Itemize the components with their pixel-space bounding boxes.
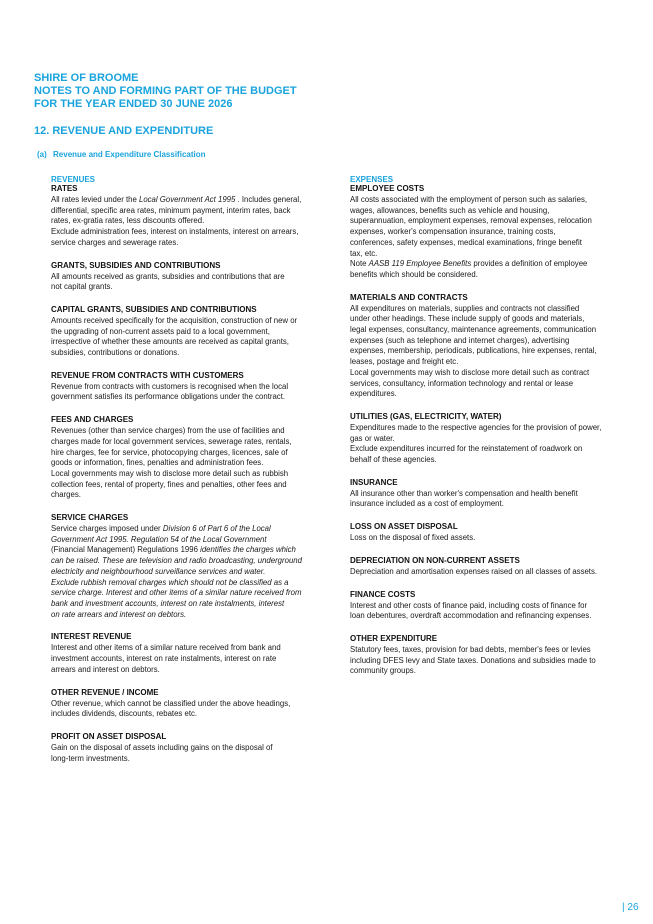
subsection-label: (a) — [37, 150, 47, 159]
block-text-line: Exclude rubbish removal charges which should not be classified as a — [51, 577, 289, 587]
block-title: LOSS ON ASSET DISPOSAL — [350, 522, 458, 532]
block-title: FEES AND CHARGES — [51, 415, 134, 425]
block-title: FINANCE COSTS — [350, 589, 416, 599]
block-title: SERVICE CHARGES — [51, 513, 129, 523]
block-text-line: service charge. Interest and other items of a similar nature received from — [51, 588, 302, 598]
expenses-column — [350, 175, 638, 689]
block-text-line: Revenues (other than service charges) from the use of facilities and — [51, 426, 285, 436]
block-text-line: All insurance other than worker's compensation and health benefit — [350, 488, 578, 498]
block-title: OTHER EXPENDITURE — [350, 633, 438, 643]
block-text-line: expenditures. — [350, 389, 397, 399]
classification-materials-and-contracts — [350, 293, 638, 400]
page-number: | 26 — [622, 902, 639, 913]
block-text-line: can be raised. These are television and radio broadcasting, underground — [51, 556, 302, 566]
block-text-line: arrears and interest on debtors. — [51, 664, 160, 674]
block-text-line: wages, allowances, benefits such as vehicle and housing, — [350, 205, 550, 215]
block-text-line: All costs associated with the employment of person such as salaries, — [350, 195, 588, 204]
revenues-heading: REVENUES — [51, 175, 96, 184]
block-text-line: the upgrading of non-current assets paid to a local government, — [51, 326, 270, 336]
block-text-line: rates, ex-gratia rates, less discounts offered. — [51, 216, 205, 226]
classification-loss-on-asset-disposal — [350, 522, 638, 544]
block-title: REVENUE FROM CONTRACTS WITH CUSTOMERS — [51, 370, 244, 380]
block-text-line: Note AASB 119 Employee Benefits provides a definition of employee — [350, 259, 588, 269]
block-text-line: government satisfies its performance obligations under the contract. — [51, 392, 286, 402]
block-text-line: charges made for local government services, sewerage rates, rentals, — [51, 436, 292, 446]
block-text-line: leases, postage and freight etc. — [350, 357, 459, 367]
classification-employee-costs — [350, 184, 638, 281]
block-text-line: tax, etc. — [350, 248, 378, 258]
expenses-blocks — [350, 184, 638, 677]
block-text-line: All amounts received as grants, subsidies and contributions that are — [51, 271, 285, 281]
block-title: MATERIALS AND CONTRACTS — [350, 292, 468, 302]
revenues-column — [51, 175, 339, 776]
classification-service-charges — [51, 513, 339, 620]
block-text-line: goods or information, fines, penalties and administration fees. — [51, 458, 264, 468]
subsection-title — [37, 150, 206, 159]
header-line-3: FOR THE YEAR ENDED 30 JUNE 2026 — [34, 98, 233, 110]
block-text-line: service charges and sewerage rates. — [51, 237, 179, 247]
classification-grants-subsidies-and-contributions — [51, 261, 339, 293]
block-title: PROFIT ON ASSET DISPOSAL — [51, 731, 167, 741]
block-text-line: All rates levied under the Local Government Act 1995 . Includes general, — [51, 195, 302, 204]
block-text-line: hire charges, fee for service, photocopying charges, licences, sale of — [51, 447, 288, 457]
block-text-line: collection fees, rental of property, fines and penalties, other fees and — [51, 479, 287, 489]
classification-rates — [51, 184, 339, 249]
block-text-line: electricity and neighbourhood surveillance services and water. — [51, 566, 266, 576]
block-text-line: long-term investments. — [51, 753, 130, 763]
block-text-line: (Financial Management) Regulations 1996 identifies the charges which — [51, 545, 296, 555]
block-text-line: under other headings. These include supply of goods and materials, — [350, 314, 585, 324]
block-text-line: insurance included as a cost of employment. — [350, 499, 504, 509]
block-text-line: Interest and other costs of finance paid, including costs of finance for — [350, 600, 588, 610]
block-text-line: Revenue from contracts with customers is recognised when the local — [51, 381, 289, 391]
block-text-line: irrespective of whether these amounts are received as capital grants, — [51, 337, 289, 347]
block-text-line: superannuation, employment expenses, removal expenses, relocation — [350, 216, 592, 226]
block-text-line: expenses (such as telephone and internet charges), advertising — [350, 335, 570, 345]
classification-depreciation-on-non-current-assets — [350, 556, 638, 578]
block-text-line: Interest and other items of a similar nature received from bank and — [51, 643, 281, 653]
block-text-line: behalf of these agencies. — [350, 455, 437, 465]
block-text-line: charges. — [51, 490, 81, 500]
subsection-text: Revenue and Expenditure Classification — [53, 150, 206, 159]
block-text-line: Local governments may wish to disclose more detail such as contract — [350, 367, 590, 377]
block-text-line: services, consultancy, information technology and rental or lease — [350, 378, 574, 388]
block-text-line: includes dividends, discounts, rebates etc. — [51, 709, 198, 719]
block-text-line: benefits which should be considered. — [350, 269, 478, 279]
classification-interest-revenue — [51, 632, 339, 675]
block-text-line: conferences, safety expenses, medical examinations, fringe benefit — [350, 237, 582, 247]
classification-fees-and-charges — [51, 415, 339, 501]
document-header — [34, 72, 297, 111]
block-text-line: Statutory fees, taxes, provision for bad debts, member's fees or levies — [350, 644, 591, 654]
block-title: DEPRECIATION ON NON-CURRENT ASSETS — [350, 555, 520, 565]
block-text-line: Gain on the disposal of assets including gains on the disposal of — [51, 742, 273, 752]
block-title: INTEREST REVENUE — [51, 632, 132, 642]
classification-other-expenditure — [350, 634, 638, 677]
block-text-line: expenses, membership, periodicals, publications, hire expenses, rental, — [350, 346, 597, 356]
header-line-1: SHIRE OF BROOME — [34, 72, 139, 84]
block-text-line: community groups. — [350, 666, 416, 676]
block-title: EMPLOYEE COSTS — [350, 184, 425, 193]
block-text-line: Local governments may wish to disclose more detail such as rubbish — [51, 468, 289, 478]
block-text-line: Expenditures made to the respective agencies for the provision of power, — [350, 422, 602, 432]
block-title: CAPITAL GRANTS, SUBSIDIES AND CONTRIBUTIONS — [51, 304, 257, 314]
block-text-line: subsidies, contributions or donations. — [51, 348, 180, 358]
revenues-blocks — [51, 184, 339, 764]
classification-capital-grants-subsidies-and-contributions — [51, 305, 339, 359]
block-text-line: gas or water. — [350, 433, 395, 443]
block-text-line: Exclude administration fees, interest on instalments, interest on arrears, — [51, 227, 299, 237]
block-text-line: Amounts received specifically for the acquisition, construction of new or — [51, 315, 298, 325]
block-text-line: differential, specific area rates, minimum payment, interim rates, back — [51, 205, 291, 215]
classification-insurance — [350, 478, 638, 510]
classification-revenue-from-contracts-with-customers — [51, 371, 339, 403]
classification-finance-costs — [350, 590, 638, 622]
classification-profit-on-asset-disposal — [51, 732, 339, 764]
header-line-2: NOTES TO AND FORMING PART OF THE BUDGET — [34, 85, 297, 97]
block-text-line: Depreciation and amortisation expenses raised on all classes of assets. — [350, 566, 598, 576]
block-title: OTHER REVENUE / INCOME — [51, 687, 159, 697]
classification-utilities-gas-electricity-water — [350, 412, 638, 466]
block-text-line: Service charges imposed under Division 6 of Part 6 of the Local — [51, 524, 271, 534]
classification-other-revenue-income — [51, 688, 339, 720]
block-title: UTILITIES (GAS, ELECTRICITY, WATER) — [350, 411, 502, 421]
block-text-line: legal expenses, consultancy, maintenance agreements, communication — [350, 325, 597, 335]
block-text-line: bank and investment accounts, interest on rate instalments, interest — [51, 598, 285, 608]
block-title: GRANTS, SUBSIDIES AND CONTRIBUTIONS — [51, 260, 221, 270]
block-text-line: Other revenue, which cannot be classified under the above headings, — [51, 698, 291, 708]
block-text-line: All expenditures on materials, supplies and contracts not classified — [350, 303, 580, 313]
block-text-line: including DFES levy and State taxes. Donations and subsidies made to — [350, 655, 596, 665]
block-text-line: investment accounts, interest on rate instalments, interest on rate — [51, 654, 277, 664]
block-text-line: on rate arrears and interest on debtors. — [51, 609, 187, 619]
block-text-line: loan debentures, overdraft accommodation and refinancing expenses. — [350, 611, 592, 621]
block-text-line: Government Act 1995. Regulation 54 of the Local Government — [51, 534, 267, 544]
block-title: INSURANCE — [350, 477, 398, 487]
expenses-heading: EXPENSES — [350, 175, 394, 184]
block-text-line: Exclude expenditures incurred for the reinstatement of roadwork on — [350, 444, 583, 454]
block-title: RATES — [51, 184, 78, 193]
block-text-line: expenses, worker's compensation insurance, training costs, — [350, 227, 556, 237]
block-text-line: Loss on the disposal of fixed assets. — [350, 533, 476, 543]
section-title: 12. REVENUE AND EXPENDITURE — [34, 125, 214, 137]
block-text-line: not capital grants. — [51, 282, 113, 292]
